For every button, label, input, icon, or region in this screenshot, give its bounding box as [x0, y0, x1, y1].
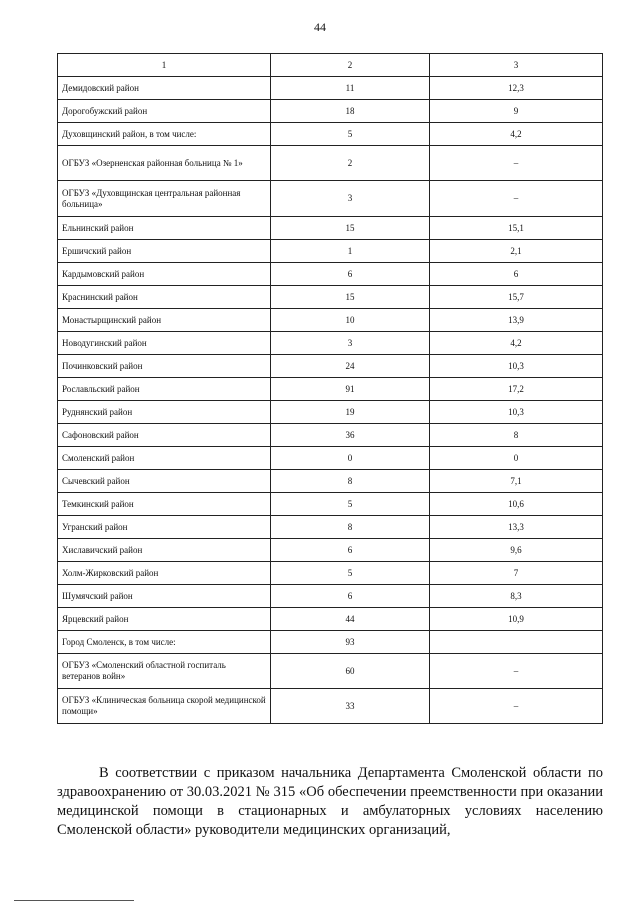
rate-cell: 10,3: [430, 401, 603, 424]
district-table: [57, 53, 603, 724]
rate-cell: 12,3: [430, 77, 603, 100]
count-cell: 24: [271, 355, 430, 378]
table-row: [58, 401, 603, 424]
table-row: [58, 100, 603, 123]
hospital-name: ОГБУЗ «Смоленский областной госпиталь ветеранов войн»: [58, 654, 271, 689]
district-name: Хиславичский район: [58, 539, 271, 562]
rate-cell: 6: [430, 263, 603, 286]
district-name: Ершичский район: [58, 240, 271, 263]
count-cell: 93: [271, 631, 430, 654]
table-row: [58, 539, 603, 562]
district-name: Шумячский район: [58, 585, 271, 608]
table-row: [58, 77, 603, 100]
count-cell: 44: [271, 608, 430, 631]
district-name: Дорогобужский район: [58, 100, 271, 123]
district-name: Угранский район: [58, 516, 271, 539]
rate-cell: 10,9: [430, 608, 603, 631]
table-row: [58, 309, 603, 332]
district-name: Ярцевский район: [58, 608, 271, 631]
table-row: [58, 146, 603, 181]
count-cell: 3: [271, 181, 430, 217]
count-cell: 6: [271, 539, 430, 562]
hospital-name: ОГБУЗ «Духовщинская центральная районная больница»: [58, 181, 271, 217]
header-cell-3: 3: [430, 54, 603, 77]
table-row: [58, 585, 603, 608]
count-cell: 3: [271, 332, 430, 355]
table-row: [58, 689, 603, 724]
count-cell: 91: [271, 378, 430, 401]
header-cell-1: 1: [58, 54, 271, 77]
count-cell: 2: [271, 146, 430, 181]
rate-cell: 10,6: [430, 493, 603, 516]
rate-cell: [430, 631, 603, 654]
rate-cell: –: [430, 146, 603, 181]
count-cell: 6: [271, 585, 430, 608]
district-name: Новодугинский район: [58, 332, 271, 355]
rate-cell: 2,1: [430, 240, 603, 263]
district-name: Монастырщинский район: [58, 309, 271, 332]
count-cell: 15: [271, 286, 430, 309]
table-row: [58, 493, 603, 516]
rate-cell: 7: [430, 562, 603, 585]
district-name: Краснинский район: [58, 286, 271, 309]
table-row: [58, 631, 603, 654]
rate-cell: 10,3: [430, 355, 603, 378]
rate-cell: 13,3: [430, 516, 603, 539]
district-name: Духовщинский район, в том числе:: [58, 123, 271, 146]
table-row: [58, 470, 603, 493]
district-name: Починковский район: [58, 355, 271, 378]
rate-cell: –: [430, 689, 603, 724]
count-cell: 8: [271, 516, 430, 539]
table-row: [58, 424, 603, 447]
rate-cell: 9: [430, 100, 603, 123]
count-cell: 60: [271, 654, 430, 689]
table-row: [58, 516, 603, 539]
district-name: Темкинский район: [58, 493, 271, 516]
rate-cell: 15,7: [430, 286, 603, 309]
header-cell-2: 2: [271, 54, 430, 77]
table-row: [58, 447, 603, 470]
count-cell: 10: [271, 309, 430, 332]
table-row: [58, 123, 603, 146]
count-cell: 19: [271, 401, 430, 424]
district-name: Сычевский район: [58, 470, 271, 493]
district-name: Демидовский район: [58, 77, 271, 100]
count-cell: 1: [271, 240, 430, 263]
body-paragraph: В соответствии с приказом начальника Департамента Смоленской области по здравоохранению от 30.03.2021 № 315 «Об обеспечении преемственности при оказании медицинской помощи в стационарных и амбулаторных условиях населению Смоленской области» руководители медицинских организаций,: [57, 765, 603, 838]
hospital-name: ОГБУЗ «Озерненская районная больница № 1»: [58, 146, 271, 181]
district-name: Сафоновский район: [58, 424, 271, 447]
district-name: Рославльский район: [58, 378, 271, 401]
table-row: [58, 378, 603, 401]
district-name: Смоленский район: [58, 447, 271, 470]
rate-cell: 0: [430, 447, 603, 470]
count-cell: 36: [271, 424, 430, 447]
count-cell: 5: [271, 123, 430, 146]
table-row: [58, 355, 603, 378]
table-header-row: [58, 54, 603, 77]
rate-cell: –: [430, 654, 603, 689]
rate-cell: –: [430, 181, 603, 217]
count-cell: 5: [271, 562, 430, 585]
count-cell: 18: [271, 100, 430, 123]
district-name: Кардымовский район: [58, 263, 271, 286]
table-row: [58, 654, 603, 689]
count-cell: 0: [271, 447, 430, 470]
rate-cell: 8: [430, 424, 603, 447]
table-row: [58, 263, 603, 286]
page-number: 44: [314, 20, 326, 34]
count-cell: 33: [271, 689, 430, 724]
rate-cell: 17,2: [430, 378, 603, 401]
district-name: Город Смоленск, в том числе:: [58, 631, 271, 654]
district-name: Руднянский район: [58, 401, 271, 424]
table-row: [58, 286, 603, 309]
count-cell: 15: [271, 217, 430, 240]
rate-cell: 8,3: [430, 585, 603, 608]
footer-rule: [14, 900, 134, 901]
rate-cell: 15,1: [430, 217, 603, 240]
count-cell: 6: [271, 263, 430, 286]
rate-cell: 4,2: [430, 332, 603, 355]
hospital-name: ОГБУЗ «Клиническая больница скорой медицинской помощи»: [58, 689, 271, 724]
district-name: Ельнинский район: [58, 217, 271, 240]
table-row: [58, 217, 603, 240]
table-row: [58, 332, 603, 355]
rate-cell: 9,6: [430, 539, 603, 562]
count-cell: 11: [271, 77, 430, 100]
count-cell: 8: [271, 470, 430, 493]
rate-cell: 4,2: [430, 123, 603, 146]
table-row: [58, 562, 603, 585]
rate-cell: 7,1: [430, 470, 603, 493]
table-row: [58, 240, 603, 263]
table-row: [58, 608, 603, 631]
rate-cell: 13,9: [430, 309, 603, 332]
district-name: Холм-Жирковский район: [58, 562, 271, 585]
count-cell: 5: [271, 493, 430, 516]
table-row: [58, 181, 603, 217]
